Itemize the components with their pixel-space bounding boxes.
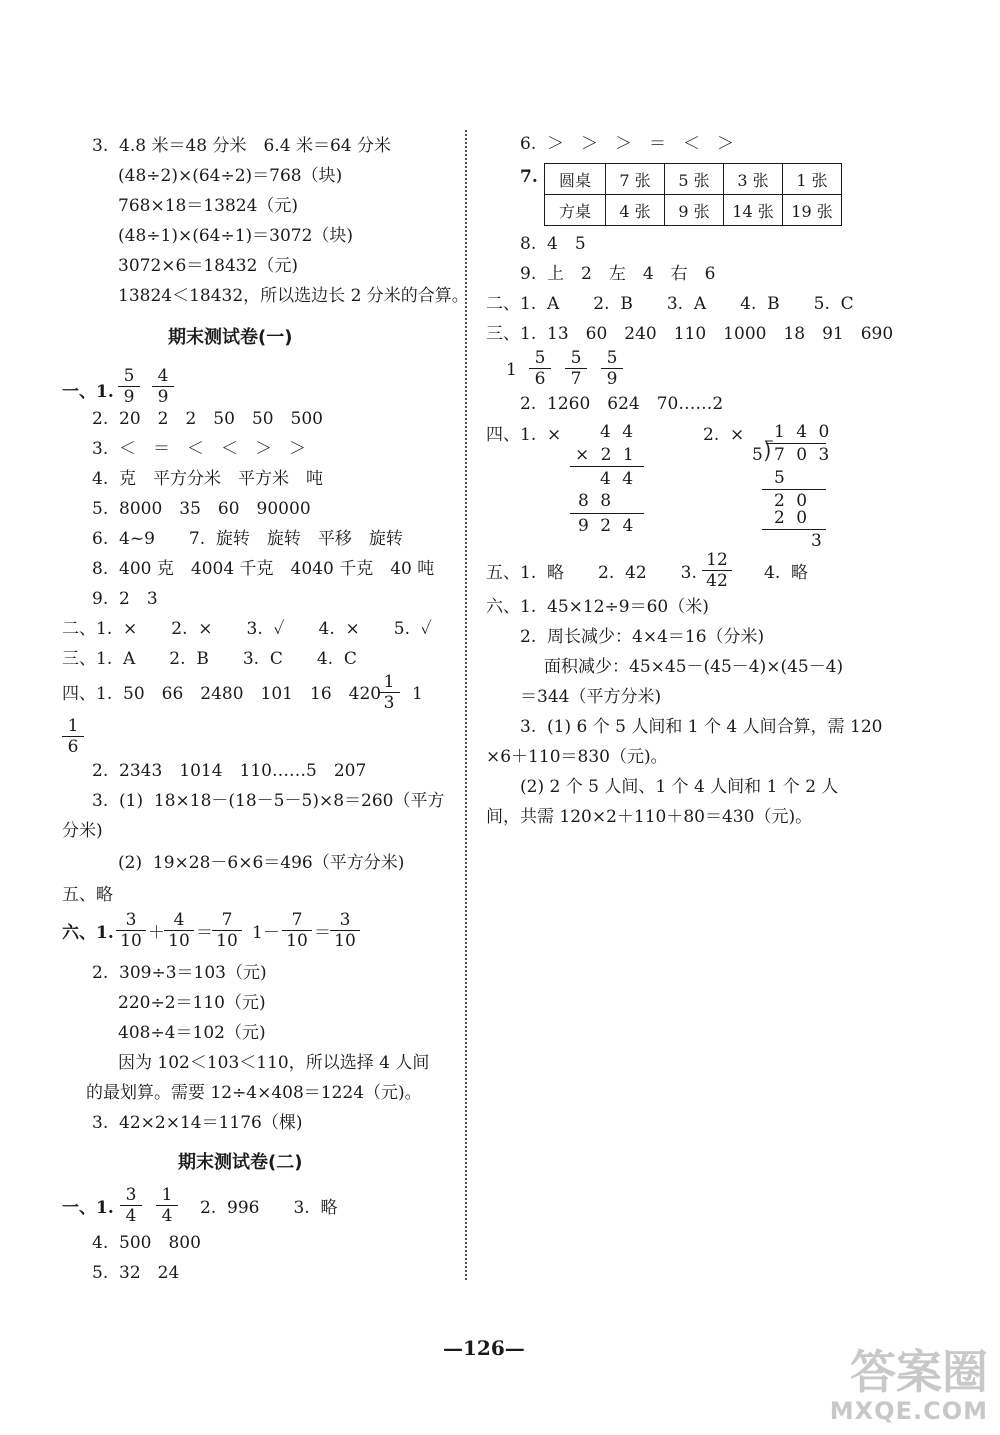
right-s6-q3d: 间，共需 120×2＋110＋80＝430（元)。 <box>486 807 813 827</box>
watermark-logo: 答案圈 MXQE.COM <box>829 1345 988 1425</box>
table-cell: 19 张 <box>783 195 842 226</box>
exam1-s4-q3c: (2) 19×28－6×6＝496（平方分米) <box>118 853 405 873</box>
exam1-s6-label: 六、1. <box>62 923 114 943</box>
exam1-s5: 五、略 <box>62 885 113 905</box>
exam1-s6-q2a: 2. 309÷3＝103（元) <box>92 963 267 983</box>
operator-equals: ＝ <box>196 923 213 943</box>
right-s6-q2a: 2. 周长减少：4×4＝16（分米) <box>520 627 765 647</box>
div-line <box>762 489 826 490</box>
right-s4-label: 四、1. × <box>486 425 562 445</box>
exam1-s1-q2: 2. 20 2 2 50 50 500 <box>92 409 324 429</box>
table-row <box>545 195 842 226</box>
operator-equals: ＝ <box>314 923 331 943</box>
left-q3-line4: (48÷1)×(64÷1)＝3072（块) <box>118 226 354 246</box>
fraction: $\frac{3}{10}$ <box>116 910 146 951</box>
table-row <box>545 164 842 195</box>
right-s6-q2b: 面积减少：45×45－(45－4)×(45－4) <box>544 657 844 677</box>
div-dividend: 7 0 3 <box>774 445 833 465</box>
table-cell: 7 张 <box>606 164 665 195</box>
fraction: $\frac{12}{42}$ <box>702 550 732 591</box>
mul-line <box>570 513 644 514</box>
table-cell: 14 张 <box>724 195 783 226</box>
right-q6: 6. ＞ ＞ ＞ ＝ ＜ ＞ <box>520 134 735 154</box>
right-s3-q1: 三、1. 13 60 240 110 1000 18 91 690 <box>486 324 894 344</box>
fraction: $\frac{1}{3}$ <box>378 672 400 713</box>
fraction: $\frac{1}{6}$ <box>62 716 84 757</box>
right-q7-label: 7. <box>520 167 538 187</box>
exam1-s4-q2: 2. 2343 1014 110……5 207 <box>92 761 367 781</box>
table-cell: 方桌 <box>545 195 606 226</box>
right-s5-b: 4. 略 <box>764 563 809 583</box>
fraction: $\frac{4}{9}$ <box>152 366 174 407</box>
mul-row1: 4 4 <box>600 422 637 442</box>
fraction: $\frac{3}{4}$ <box>120 1185 142 1226</box>
fraction: $\frac{1}{4}$ <box>156 1185 178 1226</box>
mul-line <box>570 466 644 467</box>
table-cell: 5 张 <box>665 164 724 195</box>
exam1-s6-q2d: 因为 102＜103＜110，所以选择 4 人间 <box>118 1053 430 1073</box>
mul-row4: 8 8 <box>578 491 615 511</box>
fraction: $\frac{4}{10}$ <box>164 910 194 951</box>
exam1-s3: 三、1. A 2. B 3. C 4. C <box>62 649 357 669</box>
exam1-s1-q3: 3. ＜ ＝ ＜ ＜ ＞ ＞ <box>92 439 307 459</box>
right-s6-q3c: (2) 2 个 5 人间、1 个 4 人间和 1 个 2 人 <box>520 777 839 797</box>
fraction: $\frac{5}{9}$ <box>118 366 140 407</box>
operator-plus: ＋ <box>148 923 165 943</box>
right-s5-a: 五、1. 略 2. 42 3. <box>486 563 697 583</box>
fraction: $\frac{7}{10}$ <box>212 910 242 951</box>
exam1-s1-q4: 4. 克 平方分米 平方米 吨 <box>92 469 324 489</box>
left-q3-line5: 3072×6＝18432（元) <box>118 256 299 276</box>
exam1-s4-q3b: 分米) <box>62 821 103 841</box>
div-remainder: 3 <box>811 531 825 551</box>
left-q3-line3: 768×18＝13824（元) <box>118 196 299 216</box>
right-s6-q1: 六、1. 45×12÷9＝60（米) <box>486 597 709 617</box>
right-s3-q2: 2. 1260 624 70……2 <box>520 394 724 414</box>
div-line <box>762 529 826 530</box>
exam1-s6-q2e: 的最划算。需要 12÷4×408＝1224（元)。 <box>86 1083 422 1103</box>
exam1-s4-q1-tail: 1 <box>412 684 423 704</box>
right-s6-q2c: ＝344（平方分米) <box>520 687 662 707</box>
div-bar <box>766 443 826 444</box>
fraction: $\frac{5}{9}$ <box>601 348 623 389</box>
exam1-s6-q2c: 408÷4＝102（元) <box>118 1023 266 1043</box>
exam1-s1-q5: 5. 8000 35 60 90000 <box>92 499 311 519</box>
right-s4-q2-label: 2. × <box>703 425 745 445</box>
exam1-s1-q1-label: 一、1. <box>62 382 114 402</box>
table-chart <box>544 163 842 226</box>
fraction: $\frac{5}{7}$ <box>565 348 587 389</box>
div-bracket-icon: ⟌ <box>764 441 773 466</box>
div-quotient: 1 4 0 <box>774 422 833 442</box>
exam1-s4-q1: 四、1. 50 66 2480 101 16 420 <box>62 684 382 704</box>
div-step3: 2 0 <box>774 508 811 528</box>
table-cell: 圆桌 <box>545 164 606 195</box>
column-divider <box>465 130 467 1280</box>
page-number: —126— <box>443 1336 525 1360</box>
table-cell: 3 张 <box>724 164 783 195</box>
left-q3-line2: (48÷2)×(64÷2)＝768（块) <box>118 166 343 186</box>
exam2-s1-q5: 5. 32 24 <box>92 1263 180 1283</box>
exam1-s6-q3: 3. 42×2×14＝1176（棵) <box>92 1113 303 1133</box>
exam1-s2: 二、1. × 2. × 3. ✓ 4. × 5. ✓ <box>62 619 432 639</box>
exam2-s1-q4: 4. 500 800 <box>92 1233 201 1253</box>
div-step1: 5 <box>774 468 788 488</box>
operator-one-minus: 1－ <box>252 923 280 943</box>
table-cell: 9 张 <box>665 195 724 226</box>
mul-row2: × 2 1 <box>575 445 637 465</box>
exam2-s1-q1-label: 一、1. <box>62 1198 114 1218</box>
right-s6-q3a: 3. (1) 6 个 5 人间和 1 个 4 人间合算，需 120 <box>520 717 883 737</box>
right-q9: 9. 上 2 左 4 右 6 <box>520 264 716 284</box>
exam2-s1-q1-tail: 2. 996 3. 略 <box>200 1198 338 1218</box>
mul-row5: 9 2 4 <box>578 516 637 536</box>
exam1-s1-q6: 6. 4~9 7. 旋转 旋转 平移 旋转 <box>92 529 403 549</box>
div-divisor: 5 <box>752 445 766 465</box>
table-cell: 1 张 <box>783 164 842 195</box>
exam1-title: 期末测试卷(一) <box>168 327 293 348</box>
left-q3-line6: 13824＜18432，所以选边长 2 分米的合算。 <box>118 286 469 306</box>
exam1-s1-q8: 8. 400 克 4004 千克 4040 千克 40 吨 <box>92 559 435 579</box>
fraction: $\frac{5}{6}$ <box>529 348 551 389</box>
exam1-s1-q9: 9. 2 3 <box>92 589 158 609</box>
mul-row3: 4 4 <box>600 469 637 489</box>
table-cell: 4 张 <box>606 195 665 226</box>
exam1-s6-q2b: 220÷2＝110（元) <box>118 993 266 1013</box>
exam2-title: 期末测试卷(二) <box>178 1152 303 1173</box>
right-s3-one: 1 <box>506 360 517 380</box>
right-s6-q3b: ×6＋110＝830（元)。 <box>486 747 668 767</box>
div-step2: 2 0 <box>774 491 811 511</box>
right-s2: 二、1. A 2. B 3. A 4. B 5. C <box>486 294 854 314</box>
exam1-s4-q3a: 3. (1) 18×18－(18－5－5)×8＝260（平方 <box>92 791 445 811</box>
right-q8: 8. 4 5 <box>520 234 586 254</box>
left-q3-line1: 3. 4.8 米＝48 分米 6.4 米＝64 分米 <box>92 136 391 156</box>
fraction: $\frac{3}{10}$ <box>330 910 360 951</box>
fraction: $\frac{7}{10}$ <box>282 910 312 951</box>
